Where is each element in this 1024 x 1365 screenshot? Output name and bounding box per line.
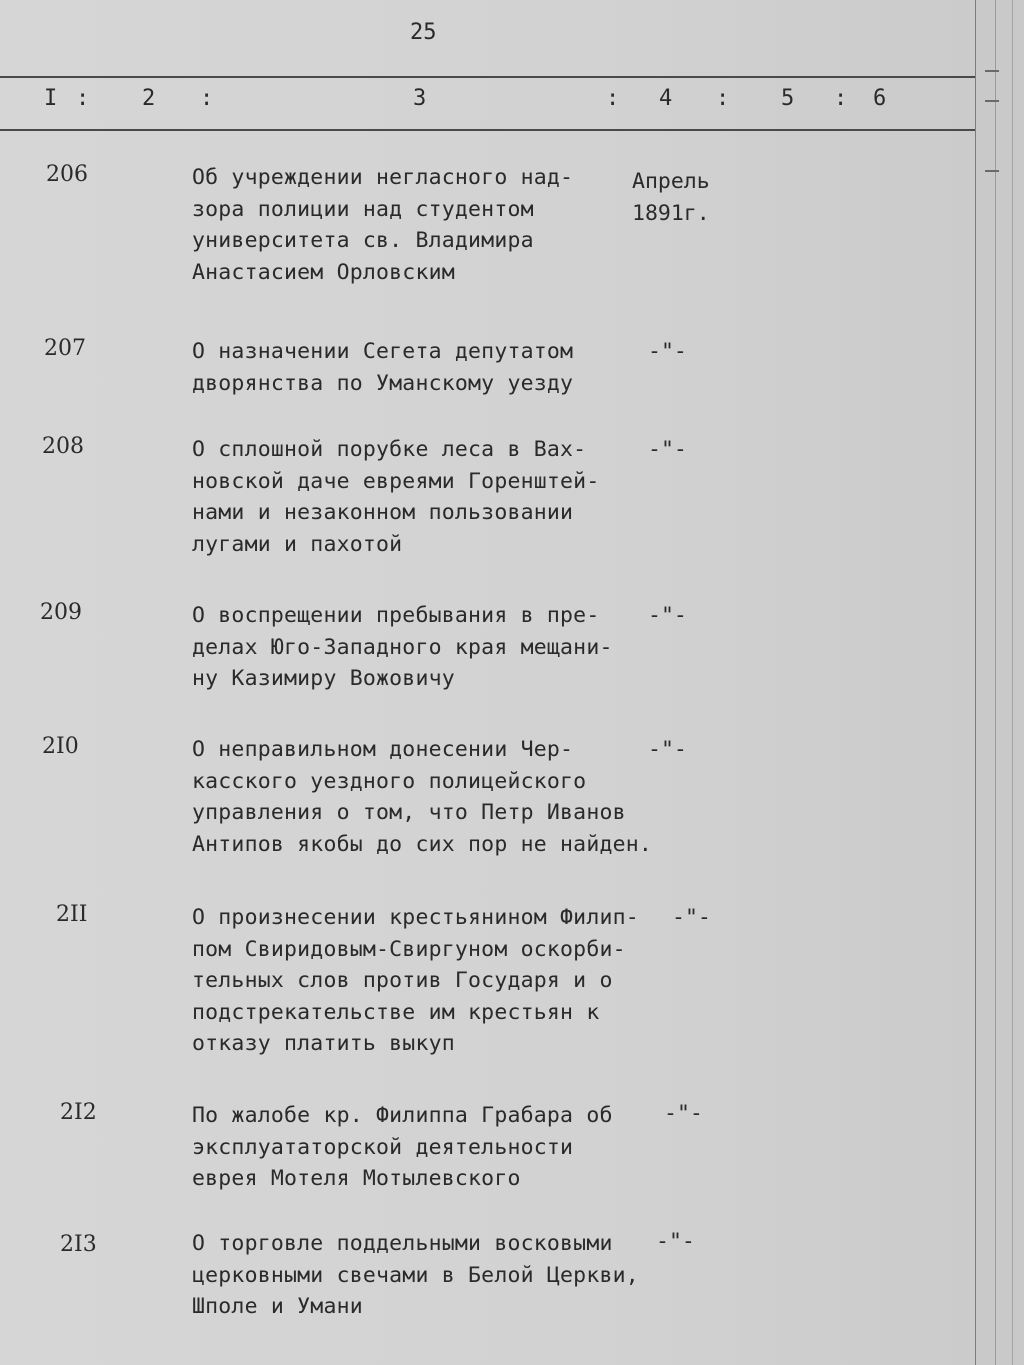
entry-line: О воспрещении пребывания в пре- bbox=[192, 603, 600, 628]
column-header-4: 4 bbox=[659, 86, 673, 111]
entry-number: 2II bbox=[56, 902, 88, 927]
entry-title bbox=[192, 734, 662, 860]
entry-line: новской даче евреями Горенштей- bbox=[192, 468, 600, 494]
entry-line: церковными свечами в Белой Церкви, bbox=[192, 1262, 639, 1288]
entry-number: 208 bbox=[42, 434, 84, 459]
entry-line: ну Казимиру Вожовичу bbox=[192, 666, 455, 691]
column-separator: : bbox=[716, 86, 730, 111]
column-header-6: 6 bbox=[873, 86, 887, 111]
page-edge bbox=[995, 0, 996, 1365]
column-separator: : bbox=[200, 86, 214, 111]
entry-line: эксплуататорской деятельности bbox=[192, 1134, 574, 1160]
entry-date bbox=[672, 902, 711, 934]
entry-date bbox=[648, 600, 687, 632]
entry-line: касского уездного полицейского bbox=[192, 768, 587, 794]
header-rule-top bbox=[0, 76, 975, 78]
binding-mark bbox=[985, 70, 999, 72]
entry-date-line: 1891г. bbox=[632, 200, 710, 226]
entry-line: О неправильном донесении Чер- bbox=[192, 737, 574, 762]
entry-line: О назначении Сегета депутатом bbox=[192, 339, 574, 364]
entry-title bbox=[192, 434, 662, 560]
entry-line: По жалобе кр. Филиппа Грабара об bbox=[192, 1103, 613, 1128]
entry-date bbox=[648, 434, 687, 466]
entry-date bbox=[648, 336, 687, 368]
entry-number: 2I2 bbox=[60, 1100, 97, 1125]
entry-line: отказу платить выкуп bbox=[192, 1031, 455, 1056]
entry-title bbox=[192, 336, 662, 399]
column-header-5: 5 bbox=[781, 86, 795, 111]
column-header-2: 2 bbox=[142, 86, 156, 111]
entry-line: зора полиции над студентом bbox=[192, 196, 534, 222]
column-separator: : bbox=[834, 86, 848, 111]
entry-line: О сплошной порубке леса в Вах- bbox=[192, 437, 587, 462]
entry-number: 2I0 bbox=[42, 734, 79, 759]
entry-date bbox=[648, 734, 687, 766]
entry-line: дворянства по Уманскому уезду bbox=[192, 370, 574, 396]
entry-line: пом Свиридовым-Свиргуном оскорби- bbox=[192, 936, 626, 962]
entry-line: подстрекательстве им крестьян к bbox=[192, 999, 600, 1025]
entry-date bbox=[664, 1098, 703, 1130]
entry-date bbox=[632, 166, 710, 229]
entry-line: еврея Мотеля Мотылевского bbox=[192, 1166, 521, 1191]
column-header-1: I bbox=[44, 86, 58, 111]
entry-date-line: -"- bbox=[664, 1101, 703, 1126]
page-edge bbox=[1012, 0, 1013, 1365]
entry-line: делах Юго-Западного края мещани- bbox=[192, 634, 613, 660]
entry-number: 207 bbox=[44, 336, 86, 361]
entry-title bbox=[192, 162, 662, 288]
entry-line: О произнесении крестьянином Филип- bbox=[192, 905, 639, 930]
entry-line: нами и незаконном пользовании bbox=[192, 500, 574, 525]
entry-date-line: -"- bbox=[648, 603, 687, 628]
entry-title bbox=[192, 1100, 662, 1195]
entry-line: Анастасием Орловским bbox=[192, 259, 455, 285]
column-header-3: 3 bbox=[413, 86, 427, 111]
entry-title bbox=[192, 600, 662, 695]
entry-number: 2I3 bbox=[60, 1232, 97, 1257]
entry-date-line: -"- bbox=[648, 437, 687, 462]
entry-line: управления о том, что Петр Иванов bbox=[192, 800, 626, 825]
entry-line: тельных слов против Государя и о bbox=[192, 968, 613, 993]
binding-mark bbox=[985, 100, 999, 102]
entry-line: университета св. Владимира bbox=[192, 228, 534, 253]
binding-mark bbox=[985, 170, 999, 172]
entry-title bbox=[192, 1228, 662, 1323]
entry-number: 206 bbox=[46, 162, 88, 187]
page-number: 25 bbox=[410, 20, 437, 45]
page-edge bbox=[975, 0, 976, 1365]
entry-date-line: -"- bbox=[672, 905, 711, 930]
entry-date-line: -"- bbox=[656, 1229, 695, 1254]
entry-line: лугами и пахотой bbox=[192, 531, 403, 557]
entry-date-line: Апрель bbox=[632, 169, 710, 194]
entry-date-line: -"- bbox=[648, 339, 687, 364]
header-rule-bottom bbox=[0, 129, 975, 131]
entry-line: Шполе и Умани bbox=[192, 1294, 363, 1319]
entry-title bbox=[192, 902, 662, 1060]
column-separator: : bbox=[76, 86, 90, 111]
entry-date-line: -"- bbox=[648, 737, 687, 762]
column-separator: : bbox=[606, 86, 620, 111]
entry-line: О торговле поддельными восковыми bbox=[192, 1231, 613, 1256]
entry-line: Антипов якобы до сих пор не найден. bbox=[192, 831, 653, 857]
entry-line: Об учреждении негласного над- bbox=[192, 165, 574, 190]
entry-date bbox=[656, 1226, 695, 1258]
entry-number: 209 bbox=[40, 600, 82, 625]
